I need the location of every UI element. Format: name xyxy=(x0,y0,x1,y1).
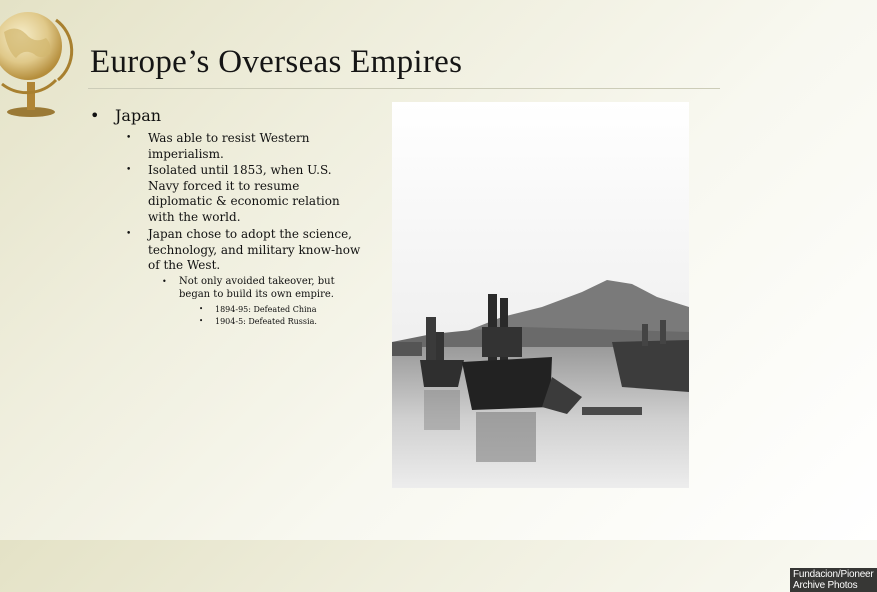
bullet-dot: • xyxy=(126,229,132,239)
bullet-dot: • xyxy=(90,106,100,125)
bullet-dot: • xyxy=(126,133,132,143)
bullet-text: 1894-95: Defeated China xyxy=(215,305,317,314)
bullet-text-japan: Japan xyxy=(115,106,162,125)
slide-title: Europe’s Overseas Empires xyxy=(90,44,463,80)
bullet-level3 xyxy=(162,275,362,301)
title-divider xyxy=(88,88,720,89)
bullet-dot: • xyxy=(199,305,204,313)
warships-harbor-photo xyxy=(392,102,874,591)
globe-icon xyxy=(0,2,68,118)
bullet-level4-2 xyxy=(199,316,317,327)
bullet-level2-1 xyxy=(126,131,362,162)
bullet-dot: • xyxy=(126,165,132,175)
bullet-dot: • xyxy=(199,317,204,325)
photo-credit: Fundacion/Pioneer Archive Photos xyxy=(790,568,877,592)
bullet-level2-2 xyxy=(126,163,362,225)
bullet-text: Isolated until 1853, when U.S. Navy forced it to resume diplomatic & economic relation with the world. xyxy=(148,163,340,224)
bullet-dot: • xyxy=(162,277,167,286)
bullet-text: Not only avoided takeover, but began to build its own empire. xyxy=(179,276,335,300)
bullet-text: 1904-5: Defeated Russia. xyxy=(215,317,317,326)
bullet-level4-1 xyxy=(199,304,316,315)
bullet-level2-3 xyxy=(126,227,362,274)
bullet-text: Was able to resist Western imperialism. xyxy=(148,131,310,161)
bullet-text: Japan chose to adopt the science, technology, and military know-how of the West. xyxy=(148,227,361,272)
